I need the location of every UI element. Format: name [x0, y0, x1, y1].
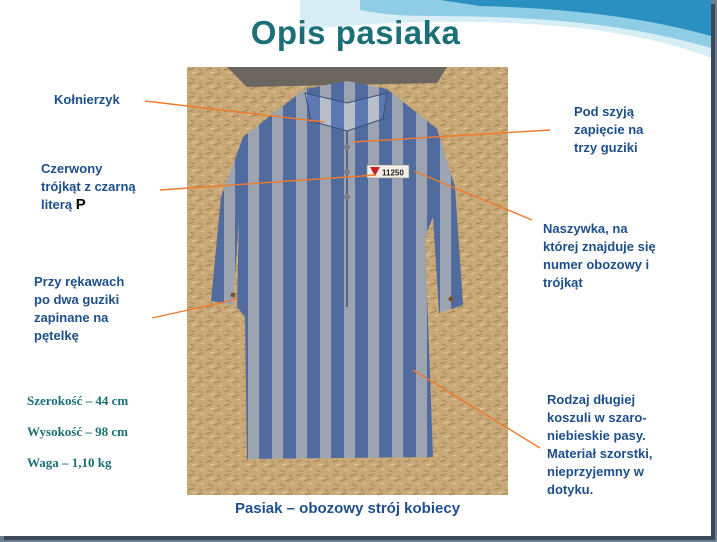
label-material-line-3: niebieskie pasy.: [547, 428, 646, 443]
label-buttons-under-neck-line-2: zapięcie na: [574, 122, 644, 137]
uniform-photo: [187, 67, 508, 495]
spec-weight: Waga – 1,10 kg: [27, 455, 112, 470]
label-patch-line-1: Naszywka, na: [543, 221, 628, 236]
label-buttons-under-neck: [574, 103, 643, 157]
label-patch-line-3: numer obozowy i: [543, 257, 650, 272]
label-sleeves-line-4: pętelkę: [34, 328, 79, 343]
label-material-line-4: Materiał szorstki,: [547, 446, 653, 461]
label-triangle-line-3: [41, 196, 136, 214]
slide-title: Opis pasiaka: [250, 14, 461, 51]
label-material-line-5: nieprzyjemny w: [547, 464, 644, 479]
spec-height: Wysokość – 98 cm: [27, 424, 128, 439]
label-sleeves-line-1: Przy rękawach: [34, 274, 125, 289]
label-sleeves-line-3: zapinane na: [34, 310, 109, 325]
label-material: [547, 391, 653, 499]
label-triangle-letter: P: [75, 196, 86, 213]
label-sleeves-line-2: po dwa guziki: [34, 292, 120, 307]
patch-number: 11250: [382, 168, 404, 178]
label-triangle-line-1: Czerwony: [41, 161, 103, 176]
label-material-line-1: Rodzaj długiej: [547, 392, 636, 407]
photo-caption: Pasiak – obozowy strój kobiecy: [234, 500, 461, 517]
label-buttons-under-neck-line-3: trzy guziki: [574, 140, 638, 155]
label-triangle-line-3-text: literą: [41, 197, 76, 212]
label-sleeves: [34, 273, 124, 345]
label-buttons-under-neck-line-1: Pod szyją: [574, 104, 634, 119]
spec-width: Szerokość – 44 cm: [27, 393, 129, 408]
label-collar: Kołnierzyk: [54, 92, 120, 107]
label-material-line-2: koszuli w szaro-: [547, 410, 647, 425]
label-patch-line-2: której znajduje się: [543, 239, 656, 254]
label-triangle-line-2: trójkąt z czarną: [41, 179, 136, 194]
label-material-line-6: dotyku.: [547, 482, 594, 497]
label-patch: [543, 220, 656, 292]
label-triangle: [41, 160, 136, 214]
label-patch-line-4: trójkąt: [543, 275, 583, 290]
